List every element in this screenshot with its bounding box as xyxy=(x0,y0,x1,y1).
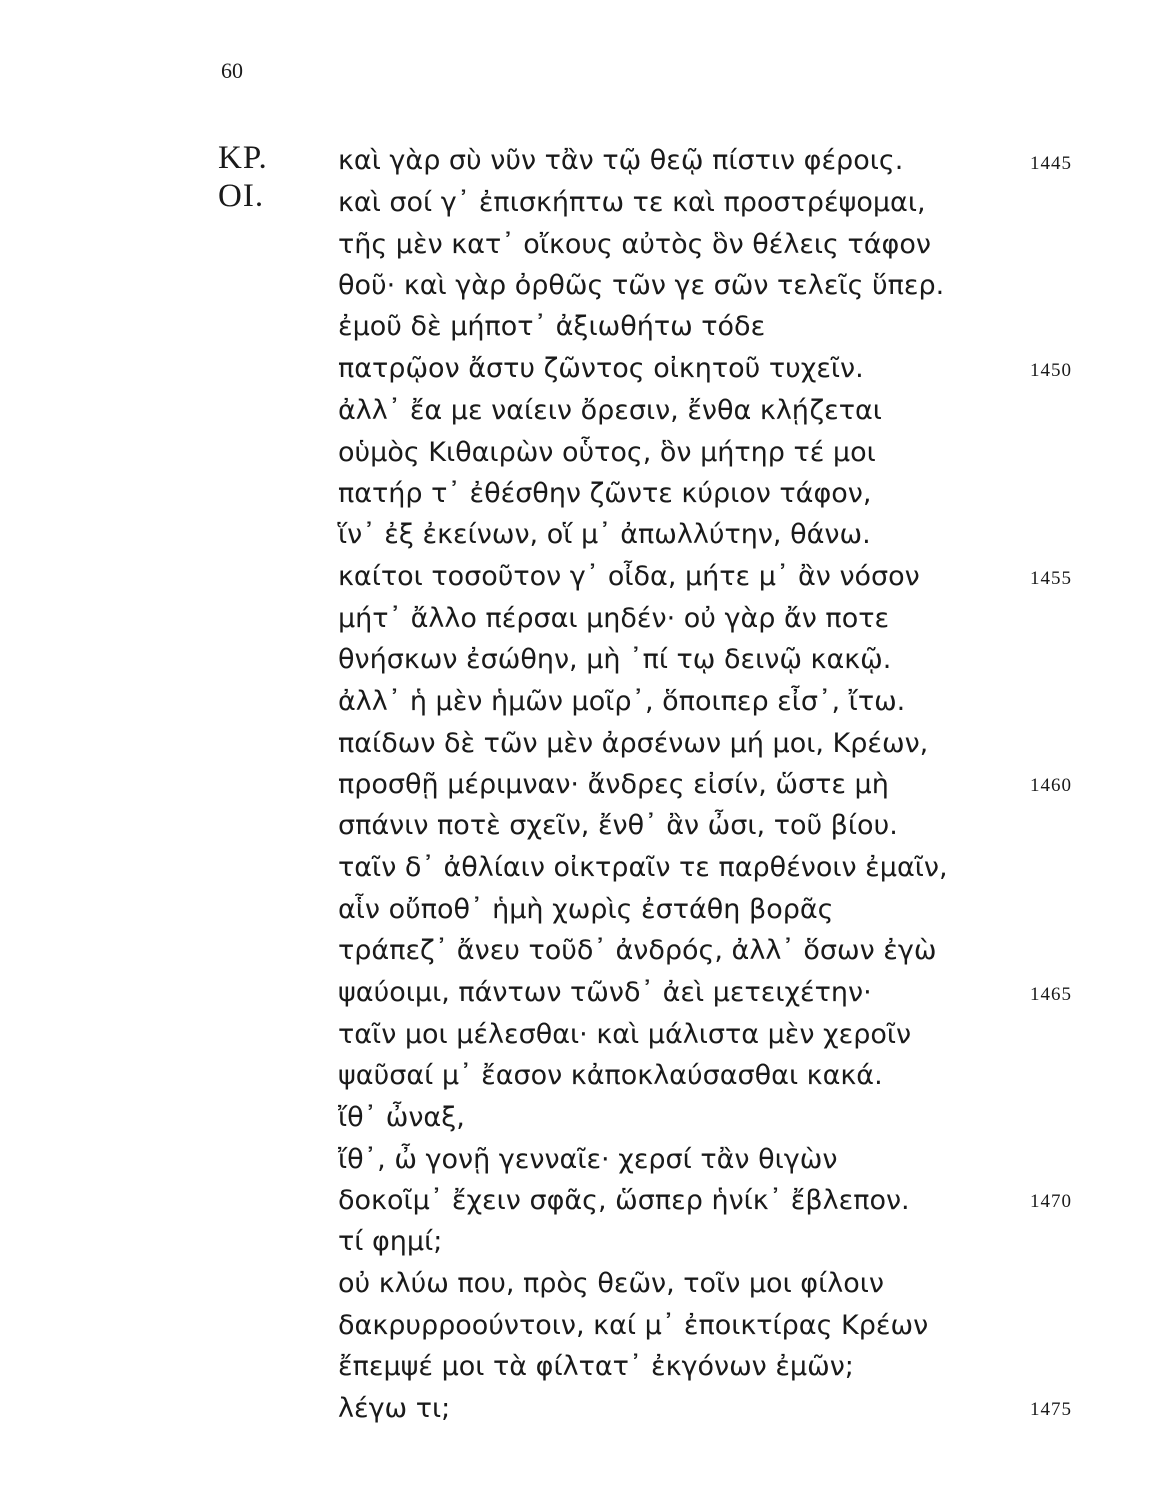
line-number: 1460 xyxy=(1030,775,1072,796)
verse-line: θνήσκων ἐσώθην, μὴ ᾽πί τῳ δεινῷ κακῷ. xyxy=(338,644,892,675)
verse-line: ταῖν δ᾽ ἀθλίαιν οἰκτραῖν τε παρθένοιν ἐμαῖν, xyxy=(338,852,948,883)
line-number: 1465 xyxy=(1030,984,1072,1005)
verse-line: καὶ γὰρ σὺ νῦν τἂν τῷ θεῷ πίστιν φέροις. xyxy=(338,145,904,176)
verse-line: τί φημί; xyxy=(338,1226,443,1257)
verse-line: σπάνιν ποτὲ σχεῖν, ἔνθ᾽ ἂν ὦσι, τοῦ βίου. xyxy=(338,810,898,841)
verse-line: μήτ᾽ ἄλλο πέρσαι μηδέν· οὐ γὰρ ἄν ποτε xyxy=(338,603,890,634)
verse-line: καὶ σοί γ᾽ ἐπισκήπτω τε καὶ προστρέψομαι, xyxy=(338,187,926,218)
verse-line: οὐ κλύω που, πρὸς θεῶν, τοῖν μοι φίλοιν xyxy=(338,1268,884,1299)
verse-line: καίτοι τοσοῦτον γ᾽ οἶδα, μήτε μ᾽ ἂν νόσον xyxy=(338,561,920,592)
verse-line: ταῖν μοι μέλεσθαι· καὶ μάλιστα μὲν χεροῖν xyxy=(338,1019,912,1050)
verse-line: παίδων δὲ τῶν μὲν ἀρσένων μή μοι, Κρέων, xyxy=(338,728,929,759)
verse-line: ἔπεμψέ μοι τὰ φίλτατ᾽ ἐκγόνων ἐμῶν; xyxy=(338,1351,854,1382)
verse-line: οὑμὸς Κιθαιρὼν οὗτος, ὃν μήτηρ τέ μοι xyxy=(338,437,876,468)
verse-line: τράπεζ᾽ ἄνευ τοῦδ᾽ ἀνδρός, ἀλλ᾽ ὅσων ἐγὼ xyxy=(338,935,937,966)
verse-line: δοκοῖμ᾽ ἔχειν σφᾶς, ὥσπερ ἡνίκ᾽ ἔβλεπον. xyxy=(338,1185,910,1216)
page-number: 60 xyxy=(221,58,243,83)
speaker-label-oi: ΟΙ. xyxy=(218,178,265,214)
speaker-label-kr: ΚΡ. xyxy=(218,140,268,176)
verse-line: πατήρ τ᾽ ἐθέσθην ζῶντε κύριον τάφον, xyxy=(338,478,872,509)
verse-line: θοῦ· καὶ γὰρ ὀρθῶς τῶν γε σῶν τελεῖς ὕπερ. xyxy=(338,270,945,301)
verse-line: ἐμοῦ δὲ μήποτ᾽ ἀξιωθήτω τόδε xyxy=(338,311,766,342)
line-number: 1450 xyxy=(1030,360,1072,381)
verse-line: ἀλλ᾽ ἔα με ναίειν ὄρεσιν, ἔνθα κλῄζεται xyxy=(338,395,882,426)
verse-line: τῆς μὲν κατ᾽ οἴκους αὐτὸς ὃν θέλεις τάφον xyxy=(338,229,931,260)
verse-line: δακρυρροούντοιν, καί μ᾽ ἐποικτίρας Κρέων xyxy=(338,1310,929,1341)
verse-line: πατρῷον ἄστυ ζῶντος οἰκητοῦ τυχεῖν. xyxy=(338,353,864,384)
line-number: 1475 xyxy=(1030,1399,1072,1420)
line-number: 1470 xyxy=(1030,1191,1072,1212)
verse-line: ἵν᾽ ἐξ ἐκείνων, οἵ μ᾽ ἀπωλλύτην, θάνω. xyxy=(338,519,871,550)
verse-line: ψαύοιμι, πάντων τῶνδ᾽ ἀεὶ μετειχέτην· xyxy=(338,977,872,1008)
verse-line: αἷν οὔποθ᾽ ἡμὴ χωρὶς ἐστάθη βορᾶς xyxy=(338,894,834,925)
line-number: 1455 xyxy=(1030,568,1072,589)
verse-line: ψαῦσαί μ᾽ ἔασον κἀποκλαύσασθαι κακά. xyxy=(338,1060,883,1091)
verse-line: προσθῇ μέριμναν· ἄνδρες εἰσίν, ὥστε μὴ xyxy=(338,769,889,800)
verse-line: ἴθ᾽ ὦναξ, xyxy=(338,1102,465,1133)
verse-line: ἴθ᾽, ὦ γονῇ γενναῖε· χερσί τἂν θιγὼν xyxy=(338,1144,838,1175)
line-number: 1445 xyxy=(1030,153,1072,174)
verse-line: ἀλλ᾽ ἡ μὲν ἡμῶν μοῖρ᾽, ὅποιπερ εἶσ᾽, ἴτω. xyxy=(338,686,906,717)
verse-line: λέγω τι; xyxy=(338,1393,451,1424)
